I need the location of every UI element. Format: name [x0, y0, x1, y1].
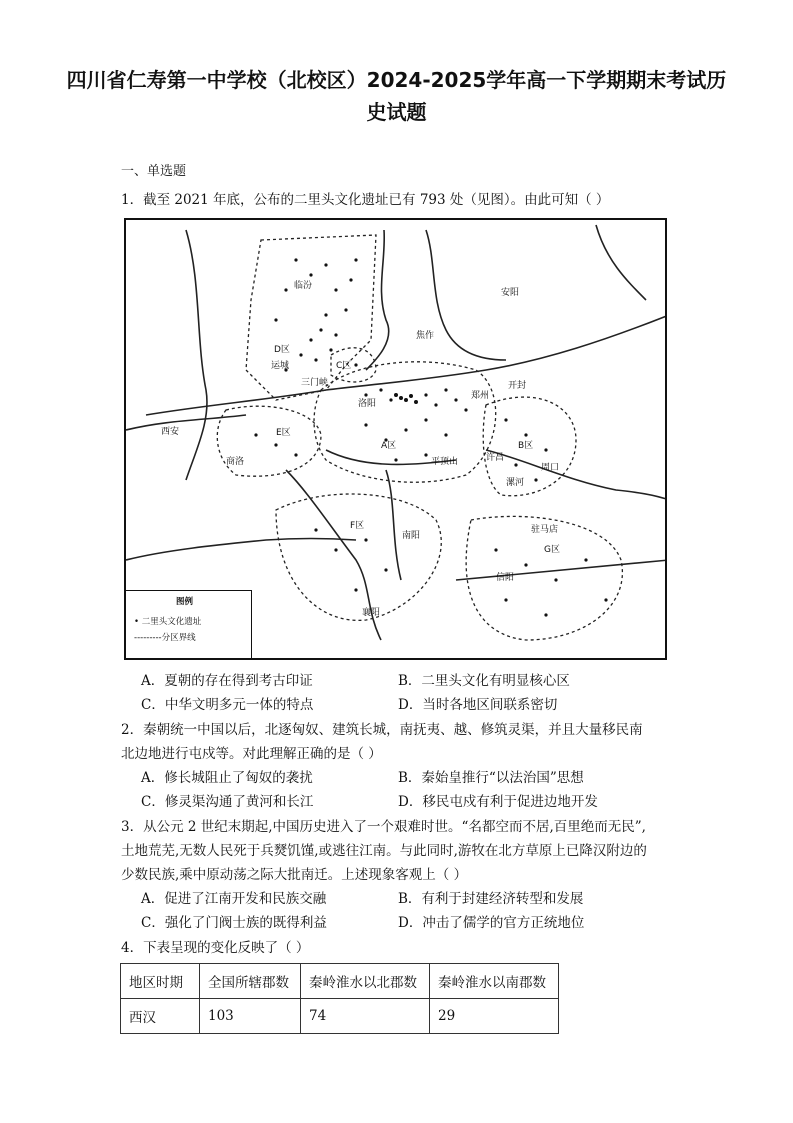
svg-text:运城: 运城: [271, 361, 290, 371]
svg-text:安阳: 安阳: [501, 288, 520, 298]
svg-text:平顶山: 平顶山: [431, 457, 459, 467]
table-cell: 29: [430, 999, 559, 1034]
svg-text:商洛: 商洛: [226, 457, 245, 467]
svg-text:F区: F区: [350, 521, 365, 531]
svg-text:周口: 周口: [541, 463, 560, 473]
legend-title: 图例: [176, 597, 194, 607]
q3-option-d: D．冲击了儒学的官方正统地位: [398, 915, 585, 931]
svg-text:临汾: 临汾: [294, 281, 313, 291]
question-3-line1: 3．从公元 2 世纪末期起,中国历史进入了一个艰难时世。“名都空而不居,百里绝而无民”,: [121, 819, 646, 835]
q3-option-c: C．强化了门阀士族的既得利益: [141, 915, 327, 931]
table-cell: 103: [200, 999, 301, 1034]
question-3-line3: 少数民族,乘中原动荡之际大批南迁。上述现象客观上（ ）: [121, 867, 468, 883]
q1-option-b: B．二里头文化有明显核心区: [398, 673, 570, 689]
question-3-line2: 土地荒芜,无数人民死于兵燹饥馑,或逃往江南。与此同时,游牧在北方草原上已降汉附边的: [121, 843, 647, 859]
river-lines: [126, 225, 667, 640]
svg-text:南阳: 南阳: [402, 531, 421, 541]
svg-text:E区: E区: [276, 428, 291, 438]
legend-site: • 二里头文化遗址: [134, 617, 202, 627]
table-header-cell: 地区时期: [121, 964, 200, 999]
question-2-line1: 2．秦朝统一中国以后，北逐匈奴、建筑长城，南抚夷、越、修筑灵渠，并且大量移民南: [121, 722, 643, 738]
svg-text:B区: B区: [518, 441, 534, 451]
svg-text:信阳: 信阳: [496, 573, 515, 583]
table-header-row: [121, 964, 559, 999]
table-cell: 西汉: [121, 999, 200, 1034]
svg-text:许昌: 许昌: [486, 453, 505, 463]
svg-text:洛阳: 洛阳: [358, 399, 377, 409]
q4-table: [120, 963, 559, 1034]
svg-text:G区: G区: [544, 545, 560, 555]
svg-text:焦作: 焦作: [416, 331, 435, 341]
question-1-stem: 1．截至 2021 年底，公布的二里头文化遗址已有 793 处（见图）。由此可知（ ）: [121, 192, 610, 208]
q2-option-c: C．修灵渠沟通了黄河和长江: [141, 794, 314, 810]
question-2-line2: 北边地进行屯戍等。对此理解正确的是（ ）: [121, 746, 382, 762]
table-row: [121, 999, 559, 1034]
page-title: 四川省仁寿第一中学校（北校区）2024-2025学年高一下学期期末考试历史试题: [66, 68, 727, 124]
question-4-stem: 4．下表呈现的变化反映了（ ）: [121, 940, 310, 956]
map-legend: [126, 590, 252, 660]
q3-option-b: B．有利于封建经济转型和发展: [398, 891, 584, 907]
erlitou-map: [124, 218, 667, 660]
q2-option-b: B．秦始皇推行“以法治国”思想: [398, 770, 584, 786]
svg-text:D区: D区: [274, 345, 290, 355]
svg-text:驻马店: 驻马店: [531, 525, 559, 535]
q1-option-d: D．当时各地区间联系密切: [398, 697, 558, 713]
svg-text:襄阳: 襄阳: [362, 608, 381, 618]
legend-boundary: ---------分区界线: [134, 633, 196, 643]
section-heading: 一、单选题: [121, 164, 187, 179]
q1-option-c: C．中华文明多元一体的特点: [141, 697, 314, 713]
q3-option-a: A．促进了江南开发和民族交融: [141, 891, 327, 907]
table-header-cell: 秦岭淮水以南郡数: [430, 964, 559, 999]
site-dots: [254, 258, 607, 616]
svg-text:C区: C区: [336, 361, 352, 371]
svg-text:郑州: 郑州: [471, 391, 490, 401]
svg-text:三门峡: 三门峡: [301, 378, 329, 388]
svg-text:A区: A区: [381, 441, 397, 451]
table-header-cell: 全国所辖郡数: [200, 964, 301, 999]
q2-option-d: D．移民屯戍有利于促进边地开发: [398, 794, 598, 810]
svg-text:漯河: 漯河: [506, 478, 525, 488]
table-header-cell: 秦岭淮水以北郡数: [301, 964, 430, 999]
svg-text:西安: 西安: [161, 427, 180, 437]
table-cell: 74: [301, 999, 430, 1034]
svg-text:开封: 开封: [508, 381, 527, 391]
q1-option-a: A．夏朝的存在得到考古印证: [141, 673, 313, 689]
q2-option-a: A．修长城阻止了匈奴的袭扰: [141, 770, 313, 786]
